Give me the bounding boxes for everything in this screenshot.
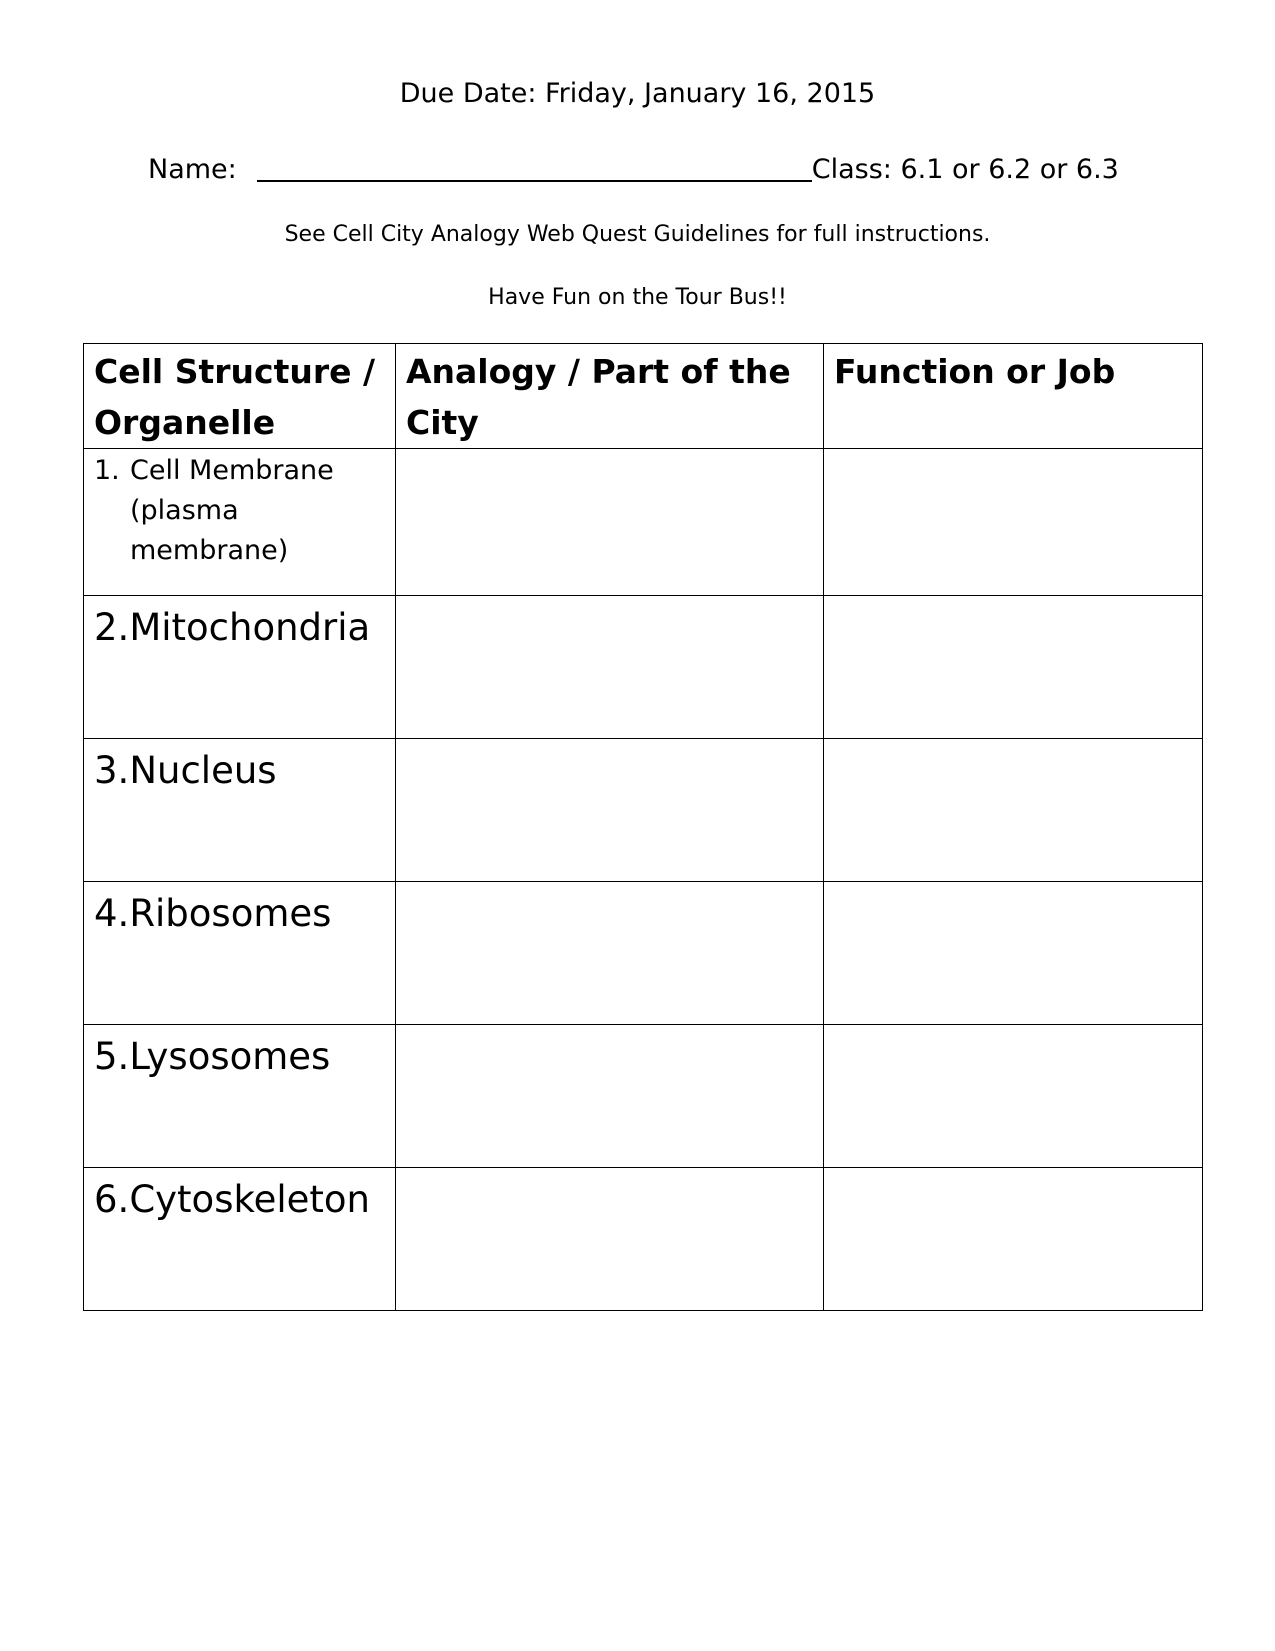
table-row	[84, 1025, 1203, 1168]
name-blank[interactable]	[257, 150, 812, 182]
name-class-line	[148, 150, 1119, 185]
function-cell[interactable]	[824, 739, 1203, 882]
table-row	[84, 1168, 1203, 1311]
analogy-cell[interactable]	[396, 882, 824, 1025]
structure-cell	[84, 449, 396, 596]
structure-cell	[84, 1025, 396, 1168]
table-header-row	[84, 344, 1203, 449]
analogy-cell[interactable]	[396, 739, 824, 882]
structure-name: Mitochondria	[129, 606, 371, 649]
structure-name: Cell Membrane (plasma membrane)	[130, 455, 334, 566]
table-row	[84, 596, 1203, 739]
row-number: 2.	[94, 606, 130, 649]
function-cell[interactable]	[824, 596, 1203, 739]
analogy-cell[interactable]	[396, 1025, 824, 1168]
structure-cell	[84, 882, 396, 1025]
class-label: Class: 6.1 or 6.2 or 6.3	[811, 154, 1119, 185]
structure-cell	[84, 596, 396, 739]
column-header-analogy: Analogy / Part of the City	[396, 344, 824, 449]
column-header-structure: Cell Structure / Organelle	[84, 344, 396, 449]
table-row	[84, 882, 1203, 1025]
row-number: 3.	[94, 749, 130, 792]
row-number: 1.	[94, 455, 120, 486]
structure-cell	[84, 1168, 396, 1311]
analogy-cell[interactable]	[396, 449, 824, 596]
row-number: 4.	[94, 892, 130, 935]
analogy-cell[interactable]	[396, 1168, 824, 1311]
fun-note: Have Fun on the Tour Bus!!	[488, 285, 787, 310]
due-date: Due Date: Friday, January 16, 2015	[399, 78, 876, 109]
row-number: 5.	[94, 1035, 130, 1078]
column-header-function: Function or Job	[824, 344, 1203, 449]
cell-city-table	[83, 343, 1203, 1311]
analogy-cell[interactable]	[396, 596, 824, 739]
structure-name: Cytoskeleton	[129, 1178, 370, 1221]
structure-cell	[84, 739, 396, 882]
function-cell[interactable]	[824, 882, 1203, 1025]
row-number: 6.	[94, 1178, 130, 1221]
function-cell[interactable]	[824, 449, 1203, 596]
table-row	[84, 739, 1203, 882]
table-row	[84, 449, 1203, 596]
structure-name: Ribosomes	[129, 892, 332, 935]
structure-name: Lysosomes	[129, 1035, 331, 1078]
name-label: Name:	[148, 154, 237, 185]
structure-name: Nucleus	[129, 749, 277, 792]
function-cell[interactable]	[824, 1025, 1203, 1168]
function-cell[interactable]	[824, 1168, 1203, 1311]
instructions-text: See Cell City Analogy Web Quest Guidelines for full instructions.	[284, 222, 991, 247]
